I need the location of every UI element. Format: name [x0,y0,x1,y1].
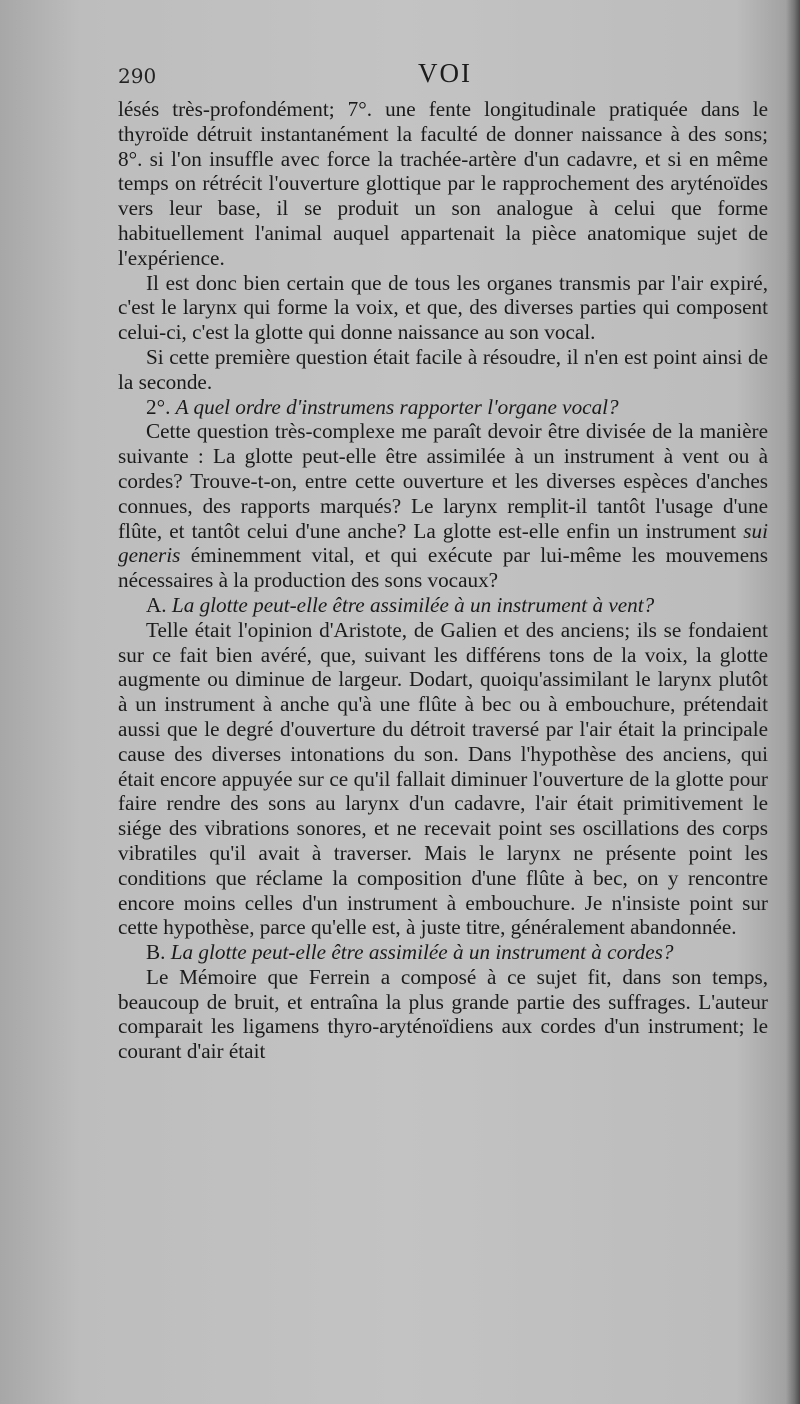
subsection-label-a: A. [146,592,167,617]
page-edge-shadow [786,0,800,1404]
paragraph-4-text-b: éminemment vital, et qui exécute par lui-même les mouvemens nécessaires à la production des sons vocaux? [118,543,768,593]
paragraph-5: Telle était l'opinion d'Aristote, de Galien et des anciens; ils se fondaient sur ce fait bien avéré, que, suivant les différens tons de la voix, la glotte augmente ou diminue de largeur. Dodart, quoiqu'assimilant le larynx plutôt à un instrument à anche qu'à une flûte à bec ou à embouchure, prétendait aussi que le degré d'ouverture du détroit traversé par l'air était la principale cause des diverses intonations du son. Dans l'hypothèse des anciens, qui était encore appuyée sur ce qu'il fallait diminuer l'ouverture de la glotte pour faire rendre des sons au larynx d'un cadavre, l'air était primitivement le siége des vibrations sonores, et ne recevait point ses oscillations des corps vibratiles qu'il avait à traverser. Mais le larynx ne présente point les conditions que réclame la composition d'une flûte à bec, on y rencontre encore moins celles d'un instrument à embouchure. Je n'insiste point sur cette hypothèse, parce qu'elle est, à juste titre, généralement abandonnée. [118,617,768,940]
section-number: 2°. [146,394,171,419]
body-text [118,97,768,1064]
section-heading-2 [118,395,768,420]
paragraph-3: Si cette première question était facile à résoudre, il n'en est point ainsi de la seconde. [118,344,768,394]
latin-phrase: sui generis [118,518,768,568]
subsection-title-b: La glotte peut-elle être assimilée à un instrument à cordes? [170,940,674,965]
subsection-label-b: B. [146,940,166,965]
page-number: 290 [118,64,157,88]
paragraph-4-text-a: Cette question très-complexe me paraît devoir être divisée de la manière suivante : La glotte peut-elle être assimilée à un instrument à vent ou à cordes? Trouve-t-on, entre cette ouverture et les diverses espèces d'anches connues, des rapports marqués? Le larynx remplit-il tantôt l'usage d'une flûte, et tantôt celui d'une anche? La glotte est-elle enfin un instrument [118,419,768,543]
section-title: A quel ordre d'instrumens rapporter l'organe vocal? [175,394,619,419]
subsection-heading-b [118,940,768,965]
subsection-title-a: La glotte peut-elle être assimilée à un instrument à vent? [171,592,655,617]
page-header [118,58,778,94]
paragraph-2: Il est donc bien certain que de tous les organes transmis par l'air expiré, c'est le larynx qui forme la voix, et que, des diverses parties qui composent celui-ci, c'est la glotte qui donne naissance au son vocal. [118,270,768,345]
running-head: VOI [418,58,472,88]
paragraph-1: lésés très-profondément; 7°. une fente longitudinale pratiquée dans le thyroïde détruit instantanément la faculté de donner naissance à des sons; 8°. si l'on insuffle avec force la trachée-artère d'un cadavre, et si en même temps on rétrécit l'ouverture glottique par le rapprochement des aryténoïdes vers leur base, il se produit un son analogue à celui que forme habituellement l'animal auquel appartenait la pièce anatomique sujet de l'expérience. [118,97,768,270]
paragraph-6: Le Mémoire que Ferrein a composé à ce sujet fit, dans son temps, beaucoup de bruit, et entraîna la plus grande partie des suffrages. L'auteur comparait les ligamens thyro-aryténoïdiens aux cordes d'un instrument; le courant d'air était [118,964,768,1064]
paragraph-4 [118,419,768,593]
subsection-heading-a [118,593,768,618]
